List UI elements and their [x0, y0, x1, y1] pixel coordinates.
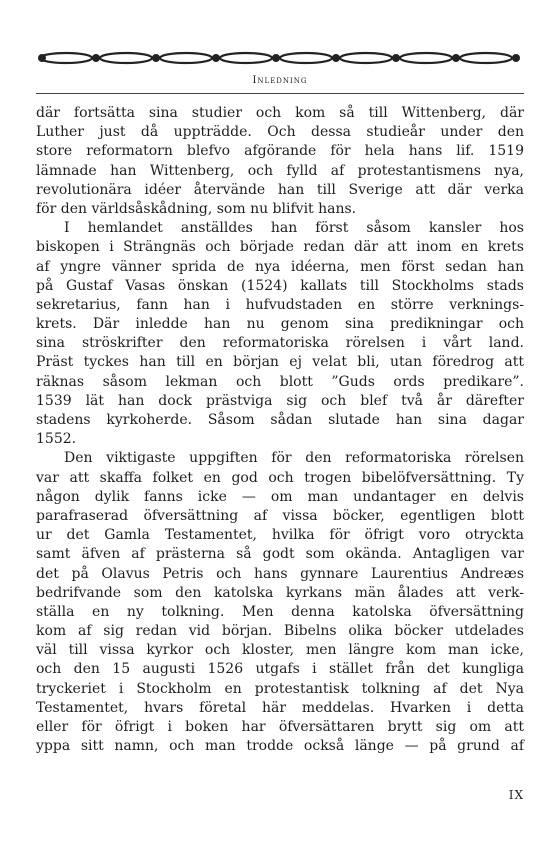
text-line: sina ströskrifter den reformatoriska rörelsen i vårt land.	[36, 335, 524, 352]
text-line: sekretarius, fann han i hufvudstaden en större verknings-	[36, 296, 524, 313]
text-line: ur det Gamla Testamentet, hvilka för öfrigt voro otryckta	[36, 527, 524, 544]
text-line: eller för öfrigt i boken har öfversättaren brytt sig om att	[36, 719, 524, 735]
text-line: för den världsåskådning, som nu blifvit hans.	[36, 200, 357, 217]
text-line: revolutionära idéer återvände han till Sverige att där verka	[36, 181, 524, 198]
text-line: räknas såsom lekman och blott ”Guds ords predikare”.	[36, 373, 524, 390]
page-number: IX	[508, 788, 524, 802]
text-line: Präst tyckes han till en början ej velat bli, utan föredrog att	[36, 354, 524, 371]
text-line: Testamentet, hvars företal här meddelas. Hvarken i detta	[36, 699, 524, 716]
body-text	[36, 104, 524, 756]
text-line: stadens kyrkoherde. Såsom sådan slutade han sina dagar	[36, 412, 524, 428]
text-line: yppa sitt namn, och man trodde också länge — på grund af	[36, 738, 524, 755]
text-line: Luther just då uppträdde. Och dessa studieår under den	[36, 124, 524, 141]
text-line: af yngre vänner sprida de nya idéerna, men först sedan han	[36, 258, 524, 275]
text-line: någon dylik fanns icke — om man undantager en delvis	[36, 488, 524, 505]
text-line: det på Olavus Petris och hans gynnare Laurentius Andreæs	[36, 565, 524, 582]
text-line: 1552.	[36, 431, 77, 448]
decorative-ornament-band	[36, 50, 522, 66]
text-line: samt äfven af prästerna så godt som okända. Antagligen var	[36, 546, 524, 563]
text-line: och den 15 augusti 1526 utgafs i stället från det kungliga	[36, 661, 524, 678]
text-line: bedrifvande som den katolska kyrkans män ålades att verk-	[36, 584, 524, 601]
text-line: väl till vissa kyrkor och kloster, men längre kom man icke,	[36, 642, 524, 659]
text-line: kom af sig redan vid början. Bibelns olika böcker utdelades	[36, 623, 524, 640]
text-line: krets. Där inledde han nu genom sina predikningar och	[36, 316, 524, 333]
text-line: där fortsätta sina studier och kom så till Wittenberg, där	[36, 105, 524, 121]
text-line: I hemlandet anställdes han först såsom kansler hos	[64, 220, 524, 237]
text-line: på Gustaf Vasas önskan (1524) kallats till Stockholms stads	[36, 277, 524, 294]
text-line: var att skaffa folket en god och trogen bibelöfversättning. Ty	[36, 469, 524, 486]
text-line: parafraserad öfversättning af vissa böcker, egentligen blott	[36, 507, 524, 524]
header-rule	[36, 93, 524, 94]
text-line: lämnade han Wittenberg, och fylld af protestantismens nya,	[36, 162, 524, 179]
text-line: ställa en ny tolkning. Men denna katolska öfversättning	[36, 603, 524, 620]
text-line: biskopen i Strängnäs och började redan där att inom en krets	[36, 239, 524, 256]
running-head-title: Inledning	[252, 75, 308, 86]
text-line: Den viktigaste uppgiften för den reformatoriska rörelsen	[64, 450, 524, 467]
text-line: store reformatorn blefvo afgörande för hela hans lif. 1519	[36, 143, 524, 160]
text-line: tryckeriet i Stockholm en protestantisk tolkning af det Nya	[36, 680, 524, 697]
text-line: 1539 lät han dock prästviga sig och blef två år därefter	[36, 392, 524, 409]
